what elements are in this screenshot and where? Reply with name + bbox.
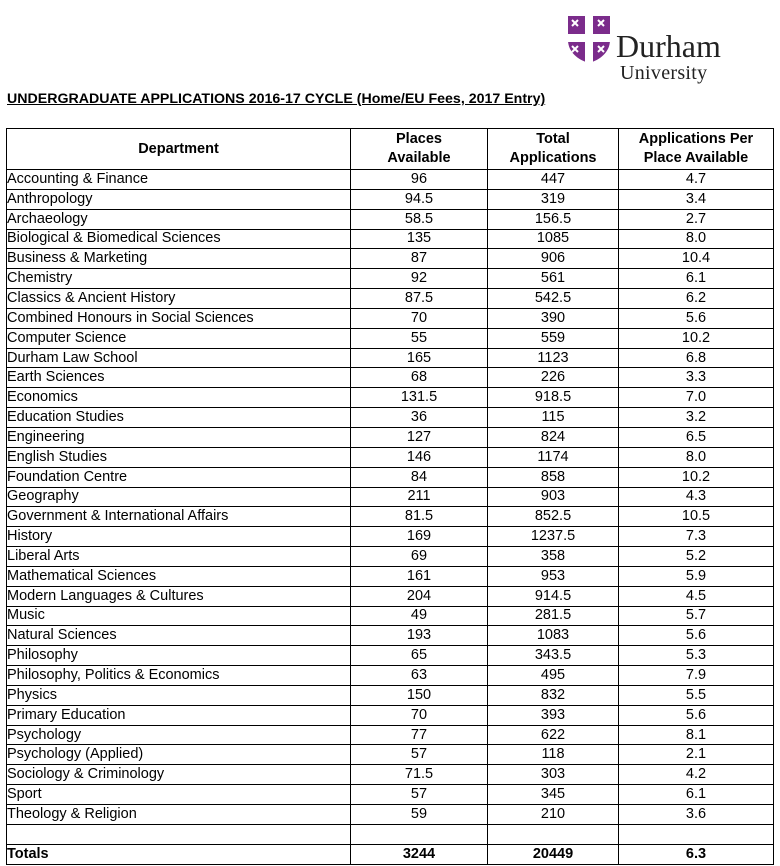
applications-per-place-cell: 3.2 xyxy=(619,408,774,428)
places-available-cell: 169 xyxy=(351,527,488,547)
department-cell: Theology & Religion xyxy=(7,805,351,825)
header-applications-per-place xyxy=(619,129,774,170)
table-body xyxy=(7,170,774,865)
table-row xyxy=(7,467,774,487)
applications-per-place-cell: 5.7 xyxy=(619,606,774,626)
total-applications-cell: 824 xyxy=(488,427,619,447)
applications-per-place-cell: 7.9 xyxy=(619,666,774,686)
places-available-cell: 84 xyxy=(351,467,488,487)
applications-per-place-cell: 5.9 xyxy=(619,566,774,586)
places-available-cell: 204 xyxy=(351,586,488,606)
table-row xyxy=(7,170,774,190)
blank-cell xyxy=(488,824,619,844)
totals-applications: 20449 xyxy=(488,844,619,864)
applications-per-place-cell: 5.6 xyxy=(619,626,774,646)
table-row xyxy=(7,388,774,408)
total-applications-cell: 390 xyxy=(488,308,619,328)
department-cell: Geography xyxy=(7,487,351,507)
department-cell: Government & International Affairs xyxy=(7,507,351,527)
table-header-row xyxy=(7,129,774,170)
department-cell: Philosophy, Politics & Economics xyxy=(7,666,351,686)
total-applications-cell: 1085 xyxy=(488,229,619,249)
header-total-applications xyxy=(488,129,619,170)
durham-university-logo xyxy=(566,14,756,84)
places-available-cell: 65 xyxy=(351,646,488,666)
table-row xyxy=(7,527,774,547)
applications-per-place-cell: 10.5 xyxy=(619,507,774,527)
applications-per-place-cell: 6.8 xyxy=(619,348,774,368)
table-row xyxy=(7,229,774,249)
applications-per-place-cell: 3.4 xyxy=(619,189,774,209)
total-applications-cell: 343.5 xyxy=(488,646,619,666)
places-available-cell: 71.5 xyxy=(351,765,488,785)
durham-crest-icon xyxy=(566,14,612,64)
table-row xyxy=(7,269,774,289)
applications-per-place-cell: 6.5 xyxy=(619,427,774,447)
total-applications-cell: 156.5 xyxy=(488,209,619,229)
department-cell: Accounting & Finance xyxy=(7,170,351,190)
logo-name-line2: University xyxy=(620,62,708,84)
table-row xyxy=(7,566,774,586)
total-applications-cell: 903 xyxy=(488,487,619,507)
places-available-cell: 55 xyxy=(351,328,488,348)
places-available-cell: 69 xyxy=(351,547,488,567)
table-row xyxy=(7,586,774,606)
applications-per-place-cell: 3.3 xyxy=(619,368,774,388)
department-cell: Archaeology xyxy=(7,209,351,229)
places-available-cell: 49 xyxy=(351,606,488,626)
table-row xyxy=(7,408,774,428)
total-applications-cell: 852.5 xyxy=(488,507,619,527)
department-cell: Biological & Biomedical Sciences xyxy=(7,229,351,249)
table-row xyxy=(7,348,774,368)
total-applications-cell: 561 xyxy=(488,269,619,289)
department-cell: Durham Law School xyxy=(7,348,351,368)
places-available-cell: 211 xyxy=(351,487,488,507)
places-available-cell: 68 xyxy=(351,368,488,388)
table-row xyxy=(7,745,774,765)
table-row xyxy=(7,666,774,686)
total-applications-cell: 303 xyxy=(488,765,619,785)
applications-per-place-cell: 7.3 xyxy=(619,527,774,547)
applications-per-place-cell: 5.6 xyxy=(619,705,774,725)
totals-applications-per-place: 6.3 xyxy=(619,844,774,864)
table-row xyxy=(7,189,774,209)
table-row xyxy=(7,209,774,229)
applications-per-place-cell: 6.1 xyxy=(619,785,774,805)
blank-cell xyxy=(351,824,488,844)
header-ratio-line1: Applications Per xyxy=(638,131,754,147)
header-places-line1: Places xyxy=(396,131,442,147)
applications-per-place-cell: 5.6 xyxy=(619,308,774,328)
applications-per-place-cell: 5.3 xyxy=(619,646,774,666)
total-applications-cell: 542.5 xyxy=(488,289,619,309)
header-applications-line2: Applications xyxy=(509,150,597,166)
applications-per-place-cell: 8.0 xyxy=(619,447,774,467)
department-cell: Psychology xyxy=(7,725,351,745)
department-cell: Physics xyxy=(7,685,351,705)
table-row xyxy=(7,626,774,646)
header-places-available xyxy=(351,129,488,170)
header-applications-line1: Total xyxy=(536,131,570,147)
places-available-cell: 57 xyxy=(351,745,488,765)
places-available-cell: 87.5 xyxy=(351,289,488,309)
department-cell: Computer Science xyxy=(7,328,351,348)
places-available-cell: 92 xyxy=(351,269,488,289)
applications-per-place-cell: 8.1 xyxy=(619,725,774,745)
applications-per-place-cell: 6.1 xyxy=(619,269,774,289)
total-applications-cell: 495 xyxy=(488,666,619,686)
total-applications-cell: 559 xyxy=(488,328,619,348)
total-applications-cell: 914.5 xyxy=(488,586,619,606)
total-applications-cell: 832 xyxy=(488,685,619,705)
places-available-cell: 57 xyxy=(351,785,488,805)
table-row xyxy=(7,785,774,805)
applications-per-place-cell: 5.2 xyxy=(619,547,774,567)
department-cell: Natural Sciences xyxy=(7,626,351,646)
total-applications-cell: 1174 xyxy=(488,447,619,467)
department-cell: Mathematical Sciences xyxy=(7,566,351,586)
table-row xyxy=(7,427,774,447)
department-cell: English Studies xyxy=(7,447,351,467)
department-cell: Earth Sciences xyxy=(7,368,351,388)
total-applications-cell: 906 xyxy=(488,249,619,269)
places-available-cell: 127 xyxy=(351,427,488,447)
applications-per-place-cell: 8.0 xyxy=(619,229,774,249)
table-row xyxy=(7,725,774,745)
applications-per-place-cell: 2.7 xyxy=(619,209,774,229)
department-cell: Philosophy xyxy=(7,646,351,666)
applications-per-place-cell: 10.2 xyxy=(619,467,774,487)
totals-places-available: 3244 xyxy=(351,844,488,864)
total-applications-cell: 1083 xyxy=(488,626,619,646)
applications-per-place-cell: 10.4 xyxy=(619,249,774,269)
table-row xyxy=(7,487,774,507)
applications-per-place-cell: 4.3 xyxy=(619,487,774,507)
applications-per-place-cell: 2.1 xyxy=(619,745,774,765)
table-row xyxy=(7,249,774,269)
places-available-cell: 165 xyxy=(351,348,488,368)
places-available-cell: 36 xyxy=(351,408,488,428)
department-cell: Modern Languages & Cultures xyxy=(7,586,351,606)
places-available-cell: 131.5 xyxy=(351,388,488,408)
places-available-cell: 63 xyxy=(351,666,488,686)
table-row xyxy=(7,507,774,527)
department-cell: Combined Honours in Social Sciences xyxy=(7,308,351,328)
department-cell: Anthropology xyxy=(7,189,351,209)
department-cell: Psychology (Applied) xyxy=(7,745,351,765)
total-applications-cell: 226 xyxy=(488,368,619,388)
department-cell: Chemistry xyxy=(7,269,351,289)
table-row xyxy=(7,685,774,705)
total-applications-cell: 1237.5 xyxy=(488,527,619,547)
applications-per-place-cell: 4.2 xyxy=(619,765,774,785)
table-row xyxy=(7,328,774,348)
logo-name-line1: Durham xyxy=(616,28,721,64)
table-row xyxy=(7,805,774,825)
total-applications-cell: 918.5 xyxy=(488,388,619,408)
department-cell: Engineering xyxy=(7,427,351,447)
total-applications-cell: 393 xyxy=(488,705,619,725)
header-department: Department xyxy=(7,129,351,170)
header-places-line2: Available xyxy=(387,150,451,166)
totals-label: Totals xyxy=(7,844,351,864)
table-row xyxy=(7,606,774,626)
total-applications-cell: 447 xyxy=(488,170,619,190)
places-available-cell: 81.5 xyxy=(351,507,488,527)
total-applications-cell: 115 xyxy=(488,408,619,428)
department-cell: Classics & Ancient History xyxy=(7,289,351,309)
table-row xyxy=(7,547,774,567)
table-row xyxy=(7,308,774,328)
header-ratio-line2: Place Available xyxy=(643,150,749,166)
total-applications-cell: 858 xyxy=(488,467,619,487)
applications-per-place-cell: 4.5 xyxy=(619,586,774,606)
places-available-cell: 150 xyxy=(351,685,488,705)
places-available-cell: 96 xyxy=(351,170,488,190)
table-row xyxy=(7,368,774,388)
places-available-cell: 135 xyxy=(351,229,488,249)
total-applications-cell: 319 xyxy=(488,189,619,209)
places-available-cell: 193 xyxy=(351,626,488,646)
document-title: UNDERGRADUATE APPLICATIONS 2016-17 CYCLE (Home/EU Fees, 2017 Entry) xyxy=(7,91,546,107)
total-applications-cell: 953 xyxy=(488,566,619,586)
department-cell: Business & Marketing xyxy=(7,249,351,269)
places-available-cell: 77 xyxy=(351,725,488,745)
applications-per-place-cell: 7.0 xyxy=(619,388,774,408)
department-cell: History xyxy=(7,527,351,547)
places-available-cell: 94.5 xyxy=(351,189,488,209)
total-applications-cell: 622 xyxy=(488,725,619,745)
places-available-cell: 146 xyxy=(351,447,488,467)
totals-row xyxy=(7,844,774,864)
applications-per-place-cell: 3.6 xyxy=(619,805,774,825)
total-applications-cell: 118 xyxy=(488,745,619,765)
department-cell: Primary Education xyxy=(7,705,351,725)
department-cell: Sport xyxy=(7,785,351,805)
department-cell: Economics xyxy=(7,388,351,408)
total-applications-cell: 210 xyxy=(488,805,619,825)
total-applications-cell: 1123 xyxy=(488,348,619,368)
blank-cell xyxy=(619,824,774,844)
places-available-cell: 161 xyxy=(351,566,488,586)
department-cell: Sociology & Criminology xyxy=(7,765,351,785)
places-available-cell: 70 xyxy=(351,705,488,725)
department-cell: Music xyxy=(7,606,351,626)
total-applications-cell: 281.5 xyxy=(488,606,619,626)
table-row xyxy=(7,646,774,666)
total-applications-cell: 345 xyxy=(488,785,619,805)
applications-per-place-cell: 5.5 xyxy=(619,685,774,705)
department-cell: Education Studies xyxy=(7,408,351,428)
places-available-cell: 58.5 xyxy=(351,209,488,229)
applications-per-place-cell: 10.2 xyxy=(619,328,774,348)
applications-table xyxy=(6,128,774,865)
blank-cell xyxy=(7,824,351,844)
places-available-cell: 70 xyxy=(351,308,488,328)
department-cell: Liberal Arts xyxy=(7,547,351,567)
total-applications-cell: 358 xyxy=(488,547,619,567)
department-cell: Foundation Centre xyxy=(7,467,351,487)
applications-per-place-cell: 4.7 xyxy=(619,170,774,190)
places-available-cell: 87 xyxy=(351,249,488,269)
table-row xyxy=(7,289,774,309)
table-row xyxy=(7,447,774,467)
places-available-cell: 59 xyxy=(351,805,488,825)
table-row xyxy=(7,765,774,785)
table-row xyxy=(7,705,774,725)
blank-row xyxy=(7,824,774,844)
applications-per-place-cell: 6.2 xyxy=(619,289,774,309)
